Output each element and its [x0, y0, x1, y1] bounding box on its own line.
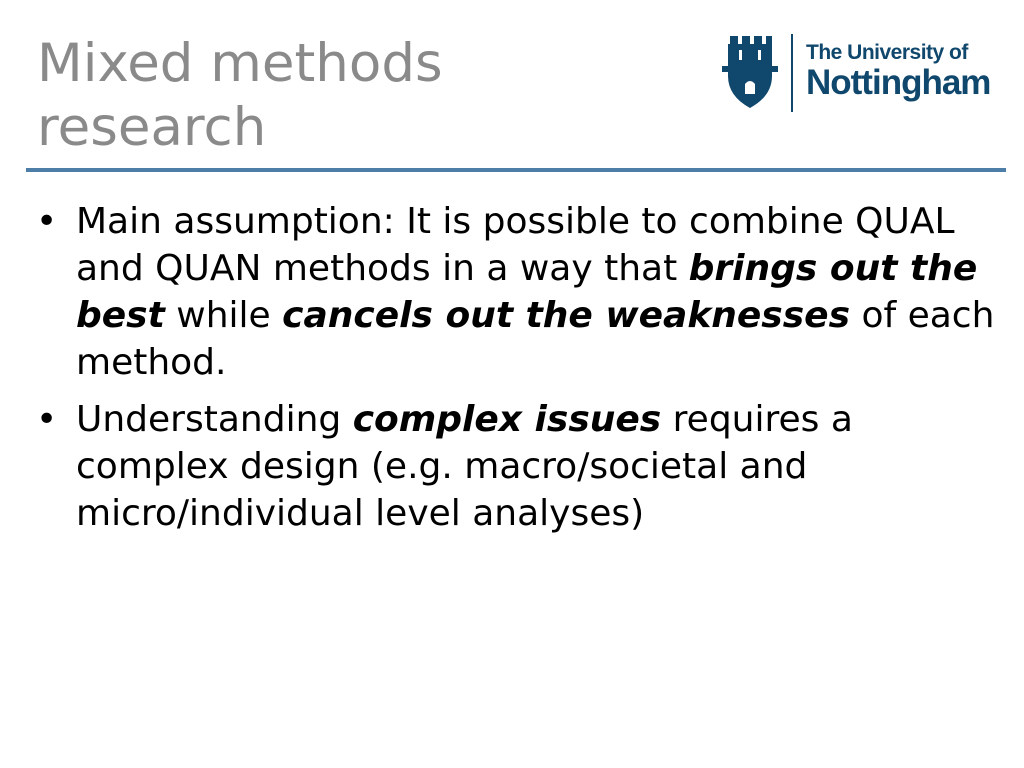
bullet-2-text: Understanding — [76, 399, 353, 440]
castle-crest-icon — [722, 36, 778, 110]
title-divider-rule — [26, 168, 1006, 172]
logo-line1: The University of — [806, 41, 968, 64]
slide-title — [37, 32, 597, 160]
bullet-1-emphasis-2: cancels out the weaknesses — [282, 295, 851, 336]
bullet-1-text-2: while — [164, 295, 283, 336]
slide-title-line1: Mixed methods — [37, 33, 443, 94]
bullet-marker: • — [36, 201, 58, 242]
bullet-2-emphasis-1: complex issues — [352, 399, 662, 440]
bullet-list — [36, 198, 996, 547]
bullet-item-1 — [36, 198, 996, 386]
bullet-1-emphasis-1: brings out the best — [76, 248, 978, 336]
university-logo — [722, 34, 992, 114]
bullet-item-2 — [36, 396, 996, 537]
slide-title-line2: research — [37, 97, 267, 158]
logo-line2: Nottingham — [806, 63, 991, 102]
bullet-1-text: Main assumption: It is possible to combine QUAL and QUAN methods in a way that — [76, 201, 955, 289]
logo-wordmark — [806, 42, 990, 102]
bullet-marker: • — [36, 399, 58, 440]
bullet-2-text-2: requires a complex design (e.g. macro/societal and micro/individual level analyses) — [76, 399, 853, 534]
logo-divider — [791, 34, 793, 112]
bullet-1-text-3: of each method. — [76, 295, 995, 383]
